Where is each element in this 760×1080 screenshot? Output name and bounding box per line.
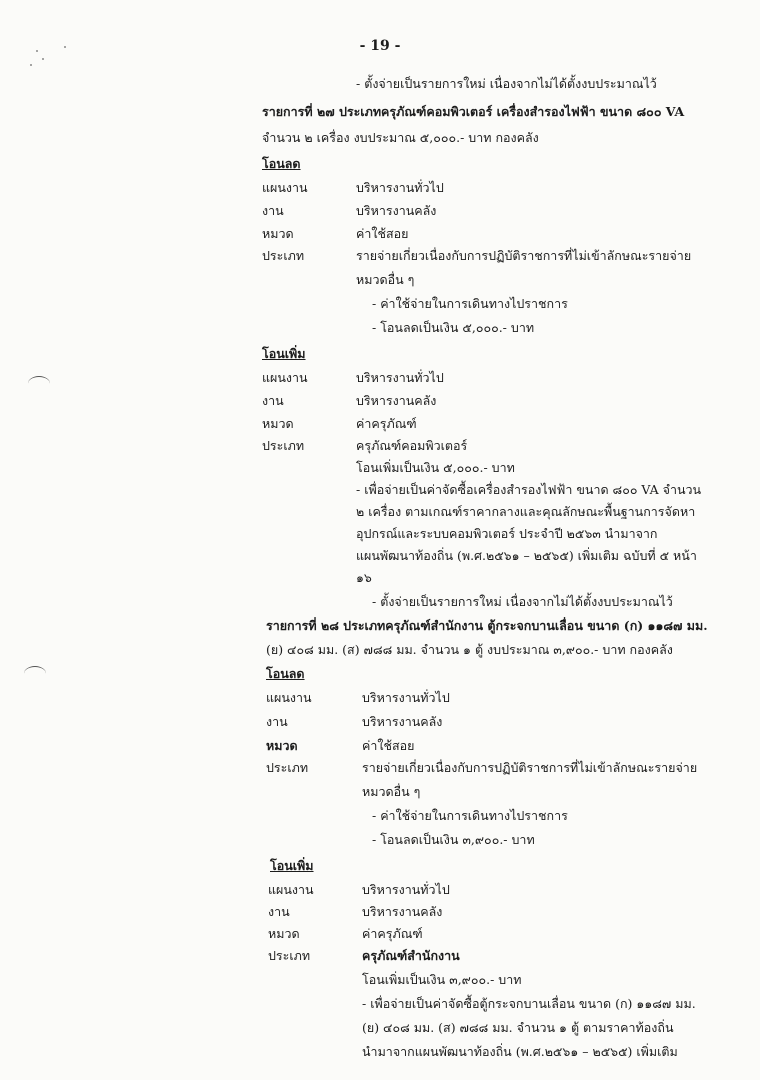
field-value: บริหารงานทั่วไป bbox=[362, 690, 450, 705]
field-value: บริหารงานคลัง bbox=[356, 393, 437, 408]
field-value: ค่าใช้สอย bbox=[362, 738, 415, 753]
detail-line: - โอนลดเป็นเงิน ๓,๙๐๐.- บาท bbox=[372, 832, 535, 847]
field-label: แผนงาน bbox=[262, 370, 308, 385]
field-label: แผนงาน bbox=[262, 180, 308, 195]
detail-line: โอนเพิ่มเป็นเงิน ๓,๙๐๐.- บาท bbox=[362, 972, 522, 987]
detail-line: ๒ เครื่อง ตามเกณฑ์ราคากลางและคุณลักษณะพื้นฐานการจัดหา bbox=[356, 504, 696, 519]
scan-speck bbox=[42, 58, 44, 60]
field-label: แผนงาน bbox=[266, 690, 312, 705]
page-number: - 19 - bbox=[359, 38, 401, 54]
field-label: งาน bbox=[268, 904, 290, 919]
field-label: แผนงาน bbox=[268, 882, 314, 897]
detail-line: นำมาจากแผนพัฒนาท้องถิ่น (พ.ศ.๒๕๖๑ – ๒๕๖๕) เพิ่มเติม bbox=[362, 1044, 678, 1059]
field-value: รายจ่ายเกี่ยวเนื่องกับการปฏิบัติราชการที่ไม่เข้าลักษณะรายจ่าย bbox=[356, 248, 692, 263]
note-line: - ตั้งจ่ายเป็นรายการใหม่ เนื่องจากไม่ได้ตั้งงบประมาณไว้ bbox=[372, 594, 673, 609]
detail-line: อุปกรณ์และระบบคอมพิวเตอร์ ประจำปี ๒๕๖๓ นำมาจาก bbox=[356, 526, 658, 541]
field-label: งาน bbox=[266, 714, 288, 729]
detail-line: โอนเพิ่มเป็นเงิน ๕,๐๐๐.- บาท bbox=[356, 460, 515, 475]
field-value: รายจ่ายเกี่ยวเนื่องกับการปฏิบัติราชการที่ไม่เข้าลักษณะรายจ่าย bbox=[362, 760, 698, 775]
detail-line: - ค่าใช้จ่ายในการเดินทางไปราชการ bbox=[372, 808, 568, 823]
scan-speck bbox=[30, 64, 32, 66]
field-value: ครุภัณฑ์คอมพิวเตอร์ bbox=[356, 438, 468, 453]
field-label: ประเภท bbox=[262, 248, 305, 263]
field-value: ค่าครุภัณฑ์ bbox=[356, 416, 417, 431]
note-line: - ตั้งจ่ายเป็นรายการใหม่ เนื่องจากไม่ได้ตั้งงบประมาณไว้ bbox=[356, 76, 657, 91]
section-heading-transfer-in: โอนเพิ่ม bbox=[262, 346, 306, 361]
detail-line: - เพื่อจ่ายเป็นค่าจัดซื้อเครื่องสำรองไฟฟ้า ขนาด ๘๐๐ VA จำนวน bbox=[356, 482, 702, 497]
field-label: งาน bbox=[262, 393, 284, 408]
field-label: หมวด bbox=[268, 926, 300, 941]
field-label: ประเภท bbox=[268, 948, 311, 963]
field-value: บริหารงานทั่วไป bbox=[356, 370, 444, 385]
section-heading-transfer-out: โอนลด bbox=[266, 666, 305, 681]
field-value: บริหารงานคลัง bbox=[362, 904, 443, 919]
detail-line: - เพื่อจ่ายเป็นค่าจัดซื้อตู้กระจกบานเลื่อน ขนาด (ก) ๑๑๘๗ มม. bbox=[362, 996, 696, 1011]
detail-line: - ค่าใช้จ่ายในการเดินทางไปราชการ bbox=[372, 296, 568, 311]
punch-hole-mark bbox=[28, 376, 50, 391]
field-value: ค่าใช้สอย bbox=[356, 226, 409, 241]
section-heading-transfer-in: โอนเพิ่ม bbox=[270, 858, 314, 873]
punch-hole-mark bbox=[24, 666, 46, 681]
field-value: ครุภัณฑ์สำนักงาน bbox=[362, 948, 460, 963]
field-value: บริหารงานทั่วไป bbox=[356, 180, 444, 195]
field-value: หมวดอื่น ๆ bbox=[362, 784, 421, 799]
field-value: หมวดอื่น ๆ bbox=[356, 272, 415, 287]
detail-line: แผนพัฒนาท้องถิ่น (พ.ศ.๒๕๖๑ – ๒๕๖๕) เพิ่มเติม ฉบับที่ ๕ หน้า bbox=[356, 548, 697, 563]
item-line: (ย) ๔๐๘ มม. (ส) ๗๘๘ มม. จำนวน ๑ ตู้ งบประมาณ ๓,๙๐๐.- บาท กองคลัง bbox=[266, 642, 673, 657]
field-value: ค่าครุภัณฑ์ bbox=[362, 926, 423, 941]
section-heading-transfer-out: โอนลด bbox=[262, 156, 301, 171]
field-label: ประเภท bbox=[266, 760, 309, 775]
field-value: บริหารงานคลัง bbox=[362, 714, 443, 729]
field-value: บริหารงานคลัง bbox=[356, 203, 437, 218]
detail-line: (ย) ๔๐๘ มม. (ส) ๗๘๘ มม. จำนวน ๑ ตู้ ตามราคาท้องถิ่น bbox=[362, 1020, 674, 1035]
field-label: งาน bbox=[262, 203, 284, 218]
detail-line: ๑๖ bbox=[356, 570, 372, 585]
field-label: ประเภท bbox=[262, 438, 305, 453]
field-label: หมวด bbox=[262, 226, 294, 241]
field-label: หมวด bbox=[266, 738, 298, 753]
item-line: จำนวน ๒ เครื่อง งบประมาณ ๕,๐๐๐.- บาท กองคลัง bbox=[262, 130, 539, 145]
field-value: บริหารงานทั่วไป bbox=[362, 882, 450, 897]
item-line: รายการที่ ๒๘ ประเภทครุภัณฑ์สำนักงาน ตู้กระจกบานเลื่อน ขนาด (ก) ๑๑๘๗ มม. bbox=[266, 618, 708, 633]
item-line: รายการที่ ๒๗ ประเภทครุภัณฑ์คอมพิวเตอร์ เครื่องสำรองไฟฟ้า ขนาด ๘๐๐ VA bbox=[262, 104, 685, 119]
detail-line: - โอนลดเป็นเงิน ๕,๐๐๐.- บาท bbox=[372, 320, 535, 335]
field-label: หมวด bbox=[262, 416, 294, 431]
